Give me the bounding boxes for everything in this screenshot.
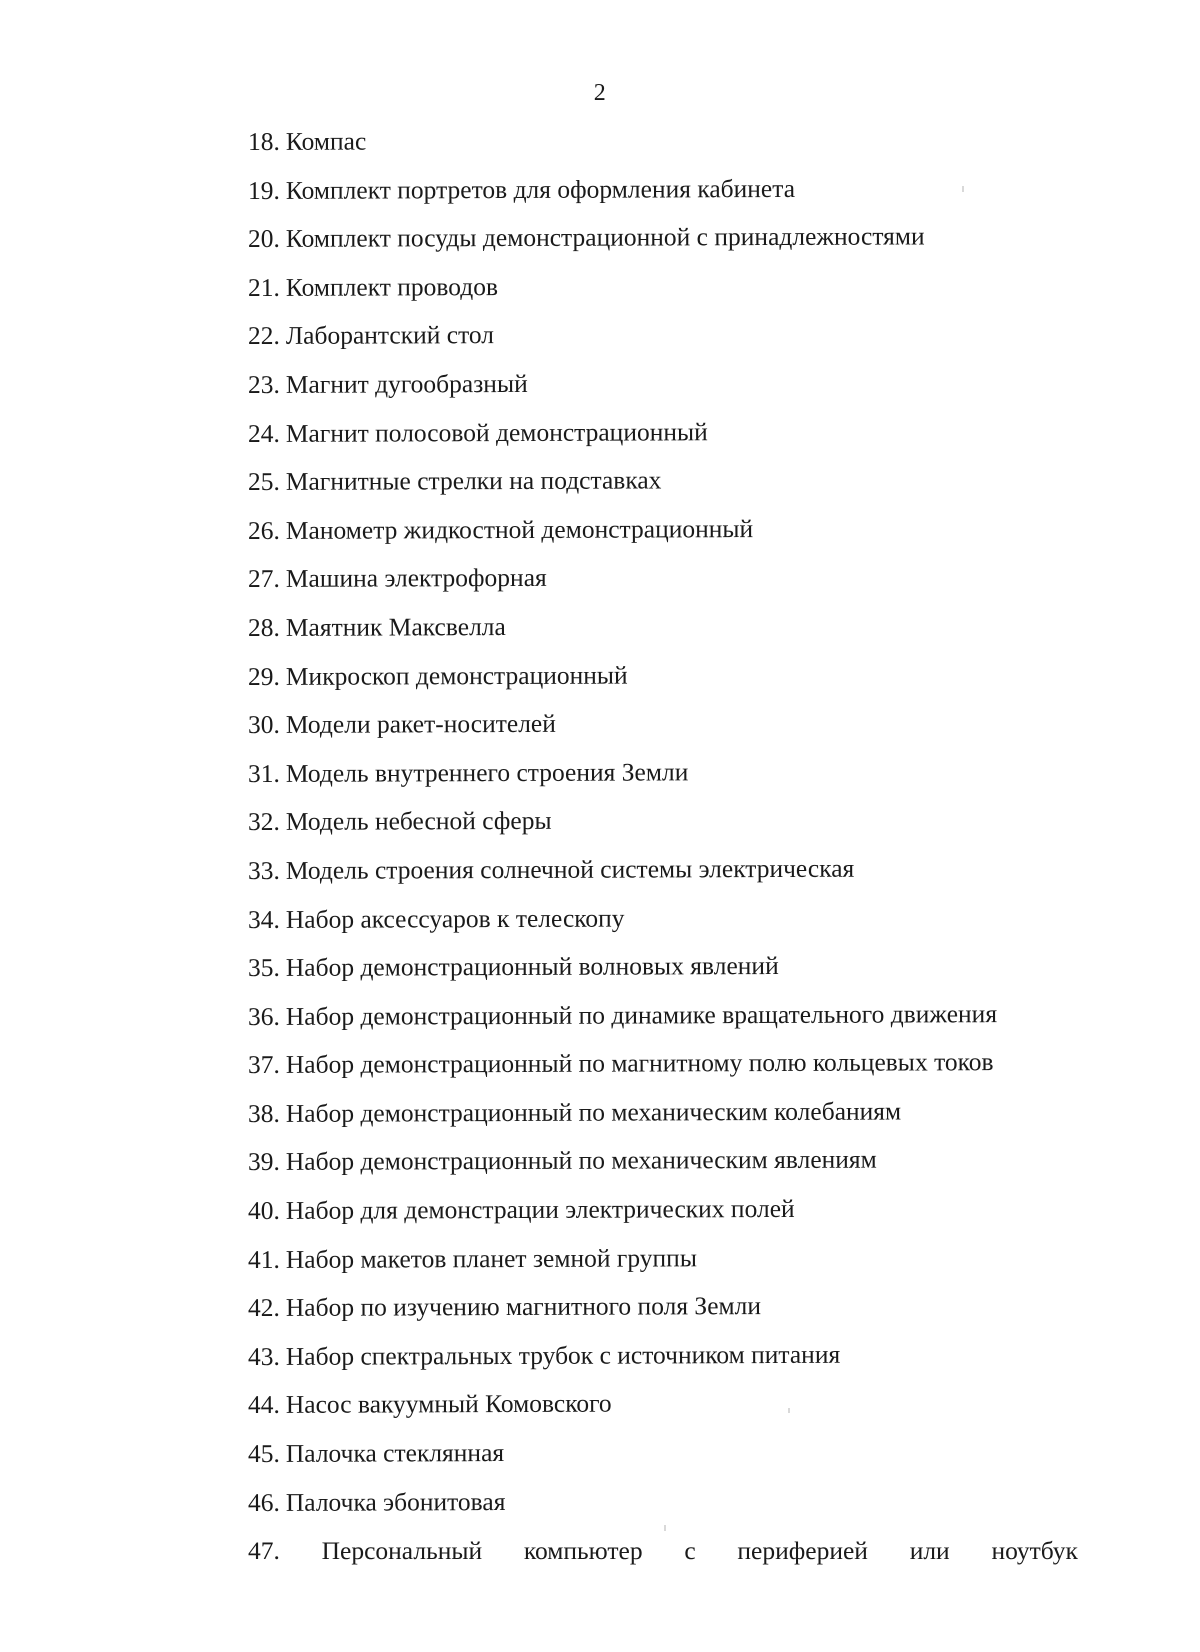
item-text: Палочка эбонитовая <box>285 1486 506 1517</box>
item-number: 20. <box>247 224 280 254</box>
item-number: 34. <box>247 904 280 934</box>
item-text: Машина электрофорная <box>285 563 547 594</box>
scan-mark <box>962 186 964 192</box>
item-number: 37. <box>247 1050 280 1080</box>
list-item <box>248 706 1078 758</box>
item-text: Комплект посуды демонстрационной с принадлежностями <box>285 221 925 254</box>
item-number: 41. <box>247 1244 280 1274</box>
item-word: с <box>684 1536 696 1566</box>
item-text: Набор аксессуаров к телескопу <box>285 903 625 934</box>
list-item <box>248 1289 1078 1341</box>
item-number: 43. <box>247 1341 280 1371</box>
item-text: Комплект проводов <box>285 271 499 302</box>
item-number: 35. <box>247 952 280 983</box>
list-item <box>248 269 1078 321</box>
list-item <box>248 1143 1078 1195</box>
list-item <box>248 755 1078 807</box>
item-number: 42. <box>247 1293 280 1323</box>
equipment-list <box>248 126 1078 1584</box>
item-number: 31. <box>247 758 280 788</box>
item-text: Лаборантский стол <box>285 320 495 351</box>
item-number: 23. <box>247 369 280 399</box>
list-item <box>248 512 1078 564</box>
item-number: 26. <box>247 515 280 545</box>
list-item <box>248 949 1078 1001</box>
item-text: Набор для демонстрации электрических полей <box>285 1193 795 1225</box>
item-number: 32. <box>247 807 280 837</box>
item-text: Магнит полосовой демонстрационный <box>285 416 708 448</box>
item-word: периферией <box>737 1536 868 1566</box>
item-word: компьютер <box>523 1536 643 1566</box>
item-number: 45. <box>247 1438 280 1469</box>
item-text: Модель строения солнечной системы электрическая <box>285 853 855 885</box>
item-number: 27. <box>247 564 280 594</box>
item-number: 18. <box>247 126 280 156</box>
item-text: Компас <box>285 126 367 156</box>
list-item <box>248 1483 1078 1535</box>
item-number: 33. <box>247 855 280 885</box>
list-item <box>248 1240 1078 1292</box>
list-item <box>248 171 1078 223</box>
item-text: Набор по изучению магнитного поля Земли <box>285 1291 762 1323</box>
item-text: Комплект портретов для оформления кабинета <box>285 173 796 205</box>
item-text: Магнит дугообразный <box>285 368 528 399</box>
item-text: Маятник Максвелла <box>285 611 506 642</box>
list-item <box>248 220 1078 272</box>
item-number: 46. <box>247 1487 280 1517</box>
list-item <box>248 123 1078 175</box>
list-item <box>248 366 1078 418</box>
item-text: Набор демонстрационный по механическим явлениям <box>285 1145 877 1177</box>
item-number: 21. <box>247 272 280 302</box>
item-text: Манометр жидкостной демонстрационный <box>285 513 754 545</box>
list-item <box>248 1535 1078 1584</box>
item-number: 25. <box>247 467 280 497</box>
scan-mark <box>788 1408 790 1413</box>
item-text: Набор спектральных трубок с источником питания <box>285 1339 841 1371</box>
item-number: 29. <box>247 661 280 691</box>
list-item <box>248 609 1078 661</box>
item-text: Магнитные стрелки на подставках <box>285 465 662 497</box>
item-word: Персональный <box>321 1536 483 1566</box>
item-text: Палочка стеклянная <box>285 1438 505 1468</box>
item-number: 44. <box>247 1390 280 1420</box>
item-word: или <box>909 1536 950 1566</box>
item-text: Модели ракет-носителей <box>285 708 556 739</box>
list-item <box>248 414 1078 466</box>
list-item <box>248 463 1078 515</box>
item-text: Модель внутреннего строения Земли <box>285 757 689 788</box>
list-item <box>248 560 1078 612</box>
list-item <box>248 1386 1078 1438</box>
list-item <box>248 1192 1078 1244</box>
item-text: Набор демонстрационный по динамике вращательного движения <box>285 998 998 1031</box>
item-word: ноутбук <box>991 1536 1078 1566</box>
list-item <box>248 998 1078 1050</box>
list-item <box>248 317 1078 369</box>
item-text: Насос вакуумный Комовского <box>285 1389 612 1420</box>
list-item <box>248 657 1078 709</box>
scan-mark <box>664 1525 666 1531</box>
list-item <box>248 803 1078 855</box>
list-item <box>248 1338 1078 1390</box>
item-number: 39. <box>247 1147 280 1177</box>
item-text: Микроскоп демонстрационный <box>285 660 628 691</box>
item-number: 36. <box>247 1001 280 1031</box>
item-number: 30. <box>247 710 280 740</box>
item-number: 47. <box>248 1536 280 1566</box>
item-text: Набор демонстрационный по магнитному полю кольцевых токов <box>285 1047 994 1080</box>
item-number: 28. <box>247 612 280 642</box>
list-item <box>248 1435 1078 1487</box>
list-item <box>248 1095 1078 1147</box>
item-number: 40. <box>247 1195 280 1226</box>
list-item <box>248 852 1078 904</box>
item-text: Модель небесной сферы <box>285 806 552 837</box>
item-number: 19. <box>247 175 280 205</box>
item-text: Набор демонстрационный по механическим колебаниям <box>285 1096 902 1128</box>
item-text: Набор макетов планет земной группы <box>285 1242 697 1274</box>
list-item <box>248 1046 1078 1098</box>
list-item <box>248 900 1078 952</box>
page-number: 2 <box>593 80 607 106</box>
item-number: 38. <box>247 1098 280 1128</box>
item-number: 24. <box>247 418 280 448</box>
item-number: 22. <box>247 321 280 351</box>
item-text: Набор демонстрационный волновых явлений <box>285 951 779 982</box>
